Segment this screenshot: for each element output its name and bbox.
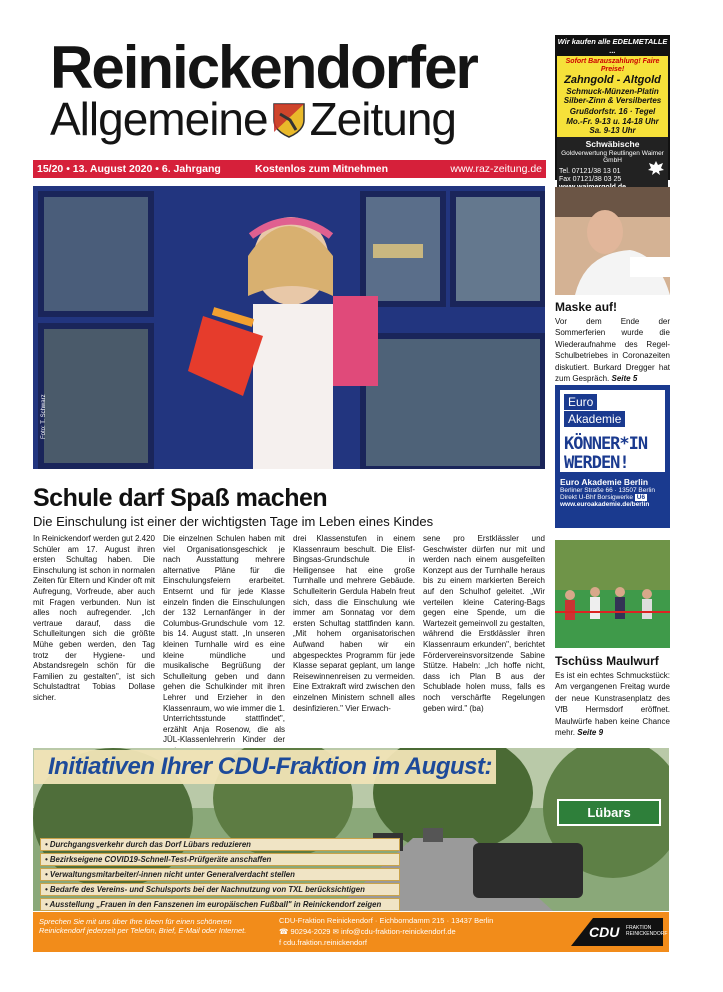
euro-slogan1: KÖNNER*IN [564, 434, 648, 454]
cdu-footer-phone[interactable]: 90294-2029 [290, 927, 331, 936]
cdu-bullet: • Bedarfe des Vereins- und Schulsports bei der Nachnutzung von TXL berücksichtigen [40, 883, 400, 896]
euro-web[interactable]: www.euroakademie.de/berlin [560, 501, 650, 508]
facebook-icon: f [279, 938, 282, 947]
masthead-title: Reinickendorfer [50, 34, 477, 101]
photo-credit: Foto: T. Schwarz [41, 394, 47, 439]
article-column-4: sene pro Erstklässler und Geschwister dürfen nur mit und werden nach einem ausgefeilten Konzept aus der Turnhalle heraus bis zu einem markierten Bereich auf den Schulhof geleitet. „Wir verteilen kleine Catering-Bags gegen eine Spende, um die Wartezeit gemeinvoll zu gestalten, während die Erstklässler ihren Klassenraum erkunden", berichtet Fördervereinsvorsitzende Sabine Stütze. Habeln: „Ich hoffe nicht, dass ich Plan B aus der Schublade holen muss, falls es noch verschärfte Regelungen geben wird." (ba) [423, 534, 545, 713]
cdu-footer [33, 912, 669, 952]
coat-of-arms-icon [272, 102, 306, 138]
cdu-footer-email[interactable]: info@cdu-fraktion-reinickendorf.de [340, 927, 456, 936]
cdu-bullet: • Bezirkseigene COVID19-Schnell-Test-Prüfgeräte anschaffen [40, 853, 400, 866]
cdu-bullet: • Durchgangsverkehr durch das Dorf Lübars reduzieren [40, 838, 400, 851]
euro-logo-box [560, 390, 665, 472]
u6-badge: U6 [636, 494, 646, 501]
euro-slogan2: WERDEN! [564, 453, 629, 473]
side2-body: Es ist ein echtes Schmuckstück: Am vergangenen Freitag wurde der neue Kunstrasenplatz des VfB Hermsdorf eröffnet. Maulwürfe haben keine Chance mehr. [555, 671, 670, 738]
side2-page-ref[interactable]: Seite 9 [577, 728, 604, 738]
side-photo-mask [555, 187, 670, 295]
euro-transit: Direkt U-Bhf Borsigwerke [560, 494, 633, 501]
side1-text [555, 316, 670, 384]
cdu-bullet-text: Bedarfe des Vereins- und Schulsports bei der Nachnutzung von TXL berücksichtigen [49, 885, 365, 894]
euro-line2: Akademie [564, 411, 625, 427]
luebars-sign: Lübars [557, 799, 661, 826]
free-note: Kostenlos zum Mitnehmen [255, 163, 389, 175]
side-photo-turf [555, 540, 670, 648]
issue-info: 15/20 • 13. August 2020 • 6. Jahrgang [37, 163, 221, 175]
main-photo [33, 186, 545, 469]
cdu-bullet: • Verwaltungsmitarbeiter/-innen nicht unter Generalverdacht stellen [40, 868, 400, 881]
ad-gold-instant: Sofort Barauszahlung! Faire Preise! [565, 58, 660, 74]
ad-gold-main [557, 56, 668, 137]
masthead-word-zeitung: Zeitung [309, 93, 457, 145]
ad-gold-top: Wir kaufen alle EDELMETALLE ... [557, 37, 668, 55]
ad-gold-company: Schwäbische [585, 138, 640, 149]
cdu-logo-sub2: REINICKENDORF [626, 931, 668, 937]
ad-gold-hours1: Mo.-Fr. 9-13 u. 14-18 Uhr [566, 116, 659, 126]
side2-title: Tschüss Maulwurf [555, 654, 659, 668]
cdu-bullet-text: Ausstellung „Frauen in den Fanszenen im europäischen Fußball" in Reinickendorf zeigen [49, 900, 382, 909]
cdu-footer-note: Sprechen Sie mit uns über Ihre Ideen für einen schöneren Reinickendorf jederzeit per Telefon, Brief, E-Mail oder Internet. [39, 917, 247, 936]
side1-body: Vor dem Ende der Sommerferien wurde die Wiederaufnahme des Regel-Schulbetriebes in Coronazeiten diskutiert. Burkard Dregger hat zum Gespräch. [555, 317, 670, 384]
cdu-bullet-text: Verwaltungsmitarbeiter/-innen nicht unter Generalverdacht stellen [49, 870, 295, 879]
side1-page-ref[interactable]: Seite 5 [611, 374, 638, 384]
ad-gold-tel: Tel. 07121/38 13 01 [559, 167, 621, 175]
article-subhead: Die Einschulung ist einer der wichtigsten Tage im Leben eines Kindes [33, 514, 434, 529]
cdu-logo-sub1: FRAKTION [626, 925, 652, 931]
cdu-bullet-text: Bezirkseigene COVID19-Schnell-Test-Prüfgeräte anschaffen [49, 855, 272, 864]
ad-gold-name: Zahngold - Altgold [564, 74, 661, 87]
article-headline: Schule darf Spaß machen [33, 484, 328, 512]
website-link[interactable]: www.raz-zeitung.de [450, 163, 542, 175]
masthead-word-allgemeine: Allgemeine [50, 93, 268, 145]
cdu-title: Initiativen Ihrer CDU-Fraktion im August: [48, 753, 492, 780]
cdu-logo-sub [626, 925, 667, 937]
ad-gold-hours2: Sa. 9-13 Uhr [589, 125, 636, 135]
ad-gold-fax: Fax 07121/38 03 25 [559, 175, 622, 183]
ad-gold-address: Grußdorfstr. 16 · Tegel [569, 107, 656, 117]
euro-address: Berliner Straße 66 · 13507 Berlin [560, 487, 656, 494]
ad-gold-buyer[interactable] [555, 35, 670, 183]
cdu-footer-web[interactable]: cdu.fraktion.reinickendorf [283, 938, 367, 947]
cdu-bullet: • Ausstellung „Frauen in den Fanszenen im europäischen Fußball" in Reinickendorf zeigen [40, 898, 400, 911]
article-column-3: drei Klassenstufen in einem Klassenraum beschult. Die Elisf-Bingsas-Grundschule in Heiligensee hat eine große Turnhalle und mehrere Gebäude. Schulleiterin Gerdula Habeln freut sich, dass die Einschulung wie immer am Sonnatag vor dem ersten Schultag stattfinden kann. „Mit hohem organisatorischen Aufwand haben wir ein abgespecktes Programm für jede Klasse separat geplant, um lange Reisewinnenreisen zu vermeiden. Eine Extrakraft wird zwischen den einzelnen Ministern schnell alles desinfizieren." Vier Erwach- [293, 534, 415, 713]
ad-gold-company2: Goldverwertung Reutlingen Waimer GmbH [561, 149, 664, 165]
masthead-subtitle [50, 93, 457, 145]
cdu-footer-address: CDU-Fraktion Reinickendorf · Eichborndamm 215 · 13437 Berlin [279, 916, 494, 925]
ad-gold-items: Schmuck-Münzen-Platin Silber-Zinn & Versilbertes [563, 86, 662, 106]
article-column-1: In Reinickendorf werden gut 2.420 Schüler am 17. August ihren ersten Schultag haben. Die Einschulung ist schon in normalen Zeiten für Eltern und Kinder oft mit Aufregung, Vorfreude, aber auch mit Fragen verbunden. Nun ist alles noch aufregender. „Ich vertraue darauf, dass die Schulleitungen sich die größte Mühe geben werden, den Tag trotz der Hygiene- und Abstandsregeln schön für die Familien zu gestalten", ist sich Schulstadtrat Tobias Dollase sicher. [33, 534, 155, 702]
cdu-bullet-text: Durchgangsverkehr durch das Dorf Lübars reduzieren [49, 840, 251, 849]
phone-icon: ☎ [279, 927, 289, 936]
cdu-logo-text: CDU [589, 924, 620, 940]
side1-title: Maske auf! [555, 300, 618, 314]
ad-euro-akademie[interactable] [555, 385, 670, 528]
issue-bar [33, 160, 546, 178]
mail-icon: ✉ [332, 927, 339, 936]
side2-text [555, 670, 670, 738]
article-column-2: Die einzelnen Schulen haben mit viel Organisationsgeschick je nach Ausstattung mehrere alternative Pläne für die Einschulungsfeiern erarbeitet. Entsernt und für jede Klasse einzeln finden die Einschulungen der 132 Lernanfänger in der Columbus-Grundschule vom 12. bis 14. August statt. „In unseren kleinen Turnhalle wird es eine kleine mündliche und musikalische Begrüßung der Schulleitung geben und dann gehen die Schulkinder mit ihren Lehrer und Erzieher in den Klassenraum, wo wie immer die 1. Unterrichtsstunde stattfindet", erzählt Anja Rosenow, die als JÜL-Klassenlehrerin Kinder der [163, 534, 285, 745]
eagle-icon [647, 159, 665, 177]
euro-line1: Euro [564, 394, 597, 410]
euro-name: Euro Akademie Berlin [560, 477, 649, 487]
cdu-logo [571, 918, 668, 946]
